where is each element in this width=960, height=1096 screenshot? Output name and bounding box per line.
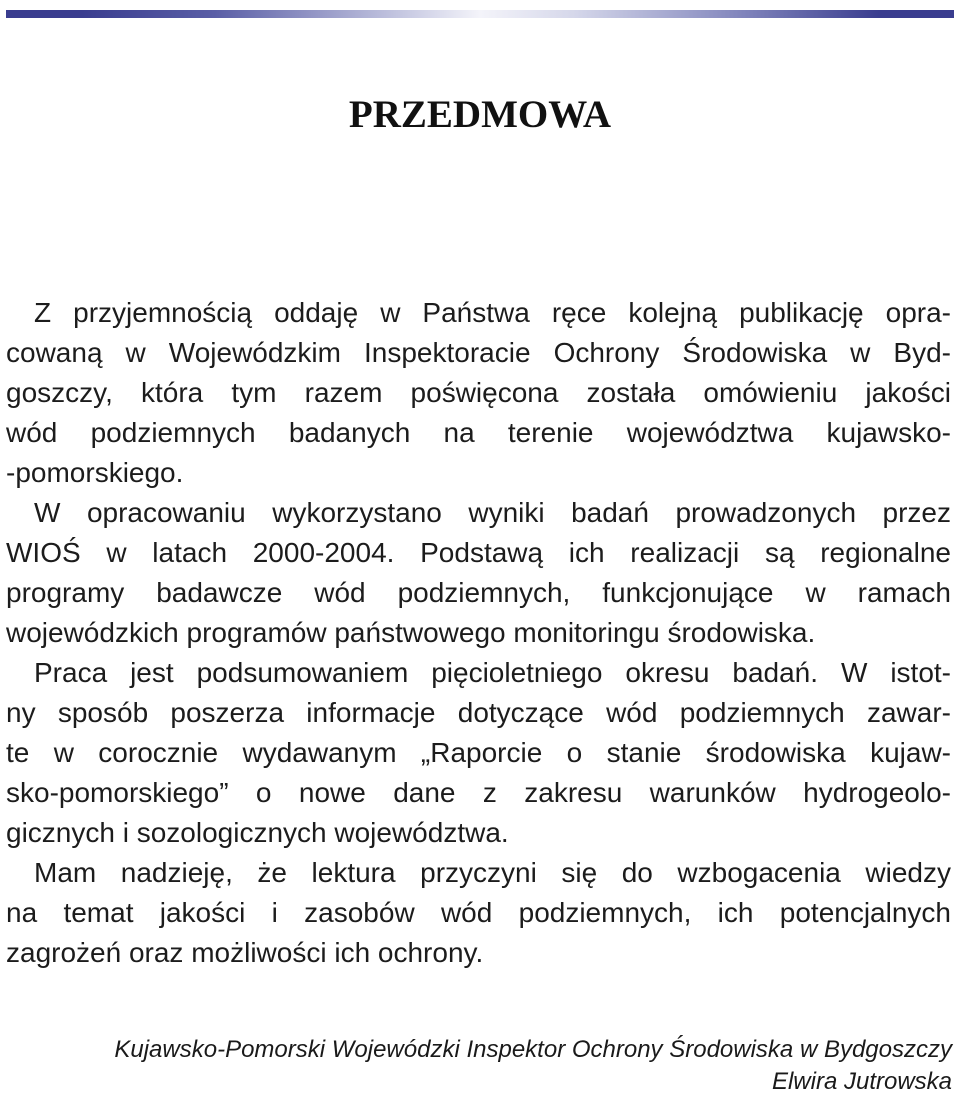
page-title: PRZEDMOWA [348,93,612,136]
text-line: te w corocznie wydawanym „Raporcie o stanie środowiska kujaw- [6,737,951,768]
text-line: goszczy, która tym razem poświęcona została omówieniu jakości [6,377,951,408]
signature-organization: Kujawsko-Pomorski Wojewódzki Inspektor Ochrony Środowiska w Bydgoszczy [114,1036,952,1063]
text-line: zagrożeń oraz możliwości ich ochrony. [6,937,484,968]
text-line: wojewódzkich programów państwowego monitoringu środowiska. [6,617,816,648]
text-line: -pomorskiego. [6,457,184,488]
text-line: Mam nadzieję, że lektura przyczyni się do wzbogacenia wiedzy [34,857,951,888]
paragraph-3 [6,653,951,853]
text-line: ny sposób poszerza informacje dotyczące wód podziemnych zawar- [6,697,951,728]
text-line: na temat jakości i zasobów wód podziemnych, ich potencjalnych [6,897,951,928]
paragraph-2 [6,493,951,653]
text-line: sko-pomorskiego” o nowe dane z zakresu warunków hydrogeolo- [6,777,951,808]
signature-name: Elwira Jutrowska [771,1068,952,1095]
paragraph-4 [6,853,951,973]
text-line: wód podziemnych badanych na terenie województwa kujawsko- [6,417,951,448]
text-line: programy badawcze wód podziemnych, funkcjonujące w ramach [6,577,951,608]
text-line: gicznych i sozologicznych województwa. [6,817,509,848]
text-line: W opracowaniu wykorzystano wyniki badań prowadzonych przez [34,497,951,528]
preface-body [6,293,951,973]
paragraph-1 [6,293,951,493]
text-line: cowaną w Wojewódzkim Inspektoracie Ochrony Środowiska w Byd- [6,337,951,368]
decorative-header-bar [6,10,954,18]
text-line: Z przyjemnością oddaję w Państwa ręce kolejną publikację opra- [34,297,951,328]
text-line: Praca jest podsumowaniem pięcioletniego okresu badań. W istot- [34,657,951,688]
text-line: WIOŚ w latach 2000-2004. Podstawą ich realizacji są regionalne [6,537,951,568]
